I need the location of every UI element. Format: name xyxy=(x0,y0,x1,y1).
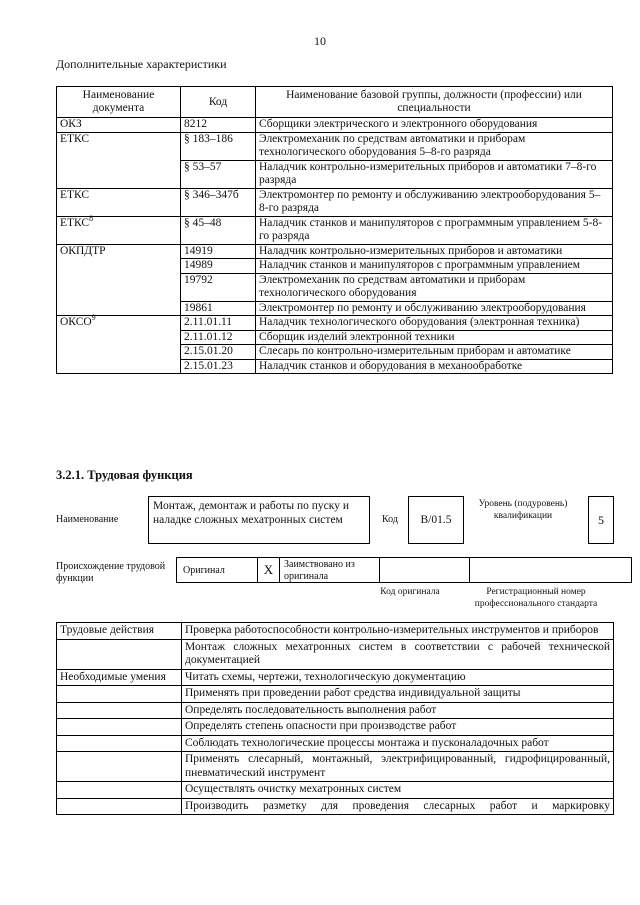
table-row xyxy=(57,686,614,703)
skills-label-cont xyxy=(57,782,182,799)
table-row xyxy=(57,669,614,686)
additional-characteristics-table xyxy=(56,86,613,374)
name-cell: Электромонтер по ремонту и обслуживанию электрооборудования xyxy=(256,301,613,316)
skill-item: Применять при проведении работ средства индивидуальной защиты xyxy=(182,686,614,703)
footnote-mark: 8 xyxy=(89,213,94,223)
name-cell: Слесарь по контрольно-измерительным приборам и автоматике xyxy=(256,345,613,360)
borrowed-cell: Заимствовано из оригинала xyxy=(280,557,380,583)
code-cell: 8212 xyxy=(181,118,256,133)
doc-cell xyxy=(57,313,181,331)
table-row xyxy=(57,330,613,345)
doc-cell xyxy=(57,345,181,360)
table-row xyxy=(57,782,614,799)
skills-label-cont xyxy=(57,752,182,782)
page-number: 10 xyxy=(314,34,326,48)
qualification-level-label: Уровень (подуровень) квалификации xyxy=(478,499,568,521)
skill-item: Определять степень опасности при производстве работ xyxy=(182,719,614,736)
skill-item: Определять последовательность выполнения работ xyxy=(182,702,614,719)
doc-text: ОКСО xyxy=(60,316,92,328)
code-cell: 2.11.01.11 xyxy=(181,316,256,331)
name-cell: Электромеханик по средствам автоматики и приборам технологического оборудования xyxy=(256,273,613,301)
qualification-level: 5 xyxy=(588,496,614,544)
doc-cell xyxy=(57,301,181,316)
additional-characteristics-title: Дополнительные характеристики xyxy=(56,57,227,71)
table-row xyxy=(57,244,613,259)
table-row xyxy=(57,735,614,752)
code-cell: 2.15.01.23 xyxy=(181,359,256,374)
code-cell: 2.15.01.20 xyxy=(181,345,256,360)
table-row xyxy=(57,118,613,133)
table-row xyxy=(57,752,614,782)
actions-label-cont xyxy=(57,639,182,669)
table-row xyxy=(57,702,614,719)
registration-number-cell xyxy=(470,557,632,583)
name-cell: Сборщик изделий электронной техники xyxy=(256,330,613,345)
doc-cell xyxy=(57,259,181,274)
name-cell: Сборщики электрического и электронного оборудования xyxy=(256,118,613,133)
skill-item: Применять слесарный, монтажный, электрифицированный, гидрофицированный, пневматический инструмент xyxy=(182,752,614,782)
name-cell: Электромонтер по ремонту и обслуживанию электрооборудования 5–8-го разряда xyxy=(256,188,613,216)
name-cell: Наладчик станков и манипуляторов с программным управлением 5-8-го разряда xyxy=(256,216,613,244)
skills-label-cont xyxy=(57,798,182,815)
table-row xyxy=(57,719,614,736)
origin-row xyxy=(176,557,632,583)
origin-label: Происхождение трудовой функции xyxy=(56,561,166,584)
code-cell: 14919 xyxy=(181,244,256,259)
table-row xyxy=(57,639,614,669)
original-code-cell xyxy=(380,557,470,583)
skills-label-cont xyxy=(57,686,182,703)
table-row xyxy=(57,359,613,374)
doc-cell xyxy=(57,330,181,345)
name-cell: Наладчик станков и манипуляторов с программным управлением xyxy=(256,259,613,274)
action-item: Проверка работоспособности контрольно-измерительных инструментов и приборов xyxy=(182,623,614,640)
name-cell: Электромеханик по средствам автоматики и приборам технологического оборудования 5–8-го разряда xyxy=(256,132,613,160)
header-document: Наименование документа xyxy=(57,87,181,118)
doc-cell: ЕТКС xyxy=(57,132,181,160)
skills-label-cont xyxy=(57,702,182,719)
table-row xyxy=(57,132,613,160)
table-row xyxy=(57,623,614,640)
table-row xyxy=(57,316,613,331)
original-mark: X xyxy=(258,557,280,583)
table-row xyxy=(57,798,614,815)
original-cell: Оригинал xyxy=(176,557,258,583)
doc-cell xyxy=(57,160,181,188)
footnote-mark: 9 xyxy=(91,313,96,323)
original-code-caption: Код оригинала xyxy=(380,587,440,597)
header-name: Наименование базовой группы, должности (профессии) или специальности xyxy=(256,87,613,118)
doc-cell xyxy=(57,359,181,374)
doc-text: ЕТКС xyxy=(60,216,90,229)
code-cell: § 53–57 xyxy=(181,160,256,188)
function-code-label: Код xyxy=(382,514,398,525)
action-item: Монтаж сложных мехатронных систем в соответствии с рабочей технической документацией xyxy=(182,639,614,669)
table-row xyxy=(57,301,613,316)
table-row xyxy=(57,345,613,360)
table-row xyxy=(57,188,613,216)
code-cell: § 346–347б xyxy=(181,188,256,216)
skill-item: Читать схемы, чертежи, технологическую документацию xyxy=(182,669,614,686)
table-row xyxy=(57,259,613,274)
doc-cell xyxy=(57,273,181,301)
skill-item: Соблюдать технологические процессы монтажа и пусконаладочных работ xyxy=(182,735,614,752)
name-cell: Наладчик контрольно-измерительных приборов и автоматики 7–8-го разряда xyxy=(256,160,613,188)
name-cell: Наладчик контрольно-измерительных приборов и автоматики xyxy=(256,244,613,259)
function-name-label: Наименование xyxy=(56,514,119,525)
code-cell: 2.11.01.12 xyxy=(181,330,256,345)
doc-cell: ОКЗ xyxy=(57,118,181,133)
skill-item: Производить разметку для проведения слесарных работ и маркировку xyxy=(182,798,614,815)
table-row xyxy=(57,273,613,301)
name-cell: Наладчик технологического оборудования (электронная техника) xyxy=(256,316,613,331)
table-header-row xyxy=(57,87,613,118)
doc-cell: ЕТКС xyxy=(57,188,181,216)
skills-label-cont xyxy=(57,719,182,736)
code-cell: 14989 xyxy=(181,259,256,274)
header-code: Код xyxy=(181,87,256,118)
skills-label: Необходимые умения xyxy=(57,669,182,686)
function-name: Монтаж, демонтаж и работы по пуску и наладке сложных мехатронных систем xyxy=(148,496,370,544)
section-title: 3.2.1. Трудовая функция xyxy=(56,468,193,482)
function-code: B/01.5 xyxy=(408,496,464,544)
skills-label-cont xyxy=(57,735,182,752)
actions-label: Трудовые действия xyxy=(57,623,182,640)
code-cell: 19792 xyxy=(181,273,256,301)
name-cell: Наладчик станков и оборудования в механообработке xyxy=(256,359,613,374)
code-cell: § 183–186 xyxy=(181,132,256,160)
code-cell: § 45–48 xyxy=(181,216,256,244)
table-row xyxy=(57,216,613,244)
table-row xyxy=(57,160,613,188)
doc-cell xyxy=(57,213,181,244)
code-cell: 19861 xyxy=(181,301,256,316)
registration-number-caption: Регистрационный номер профессионального стандарта xyxy=(474,587,598,609)
doc-cell: ОКПДТР xyxy=(57,244,181,259)
labor-function-table xyxy=(56,622,614,815)
skill-item: Осуществлять очистку мехатронных систем xyxy=(182,782,614,799)
